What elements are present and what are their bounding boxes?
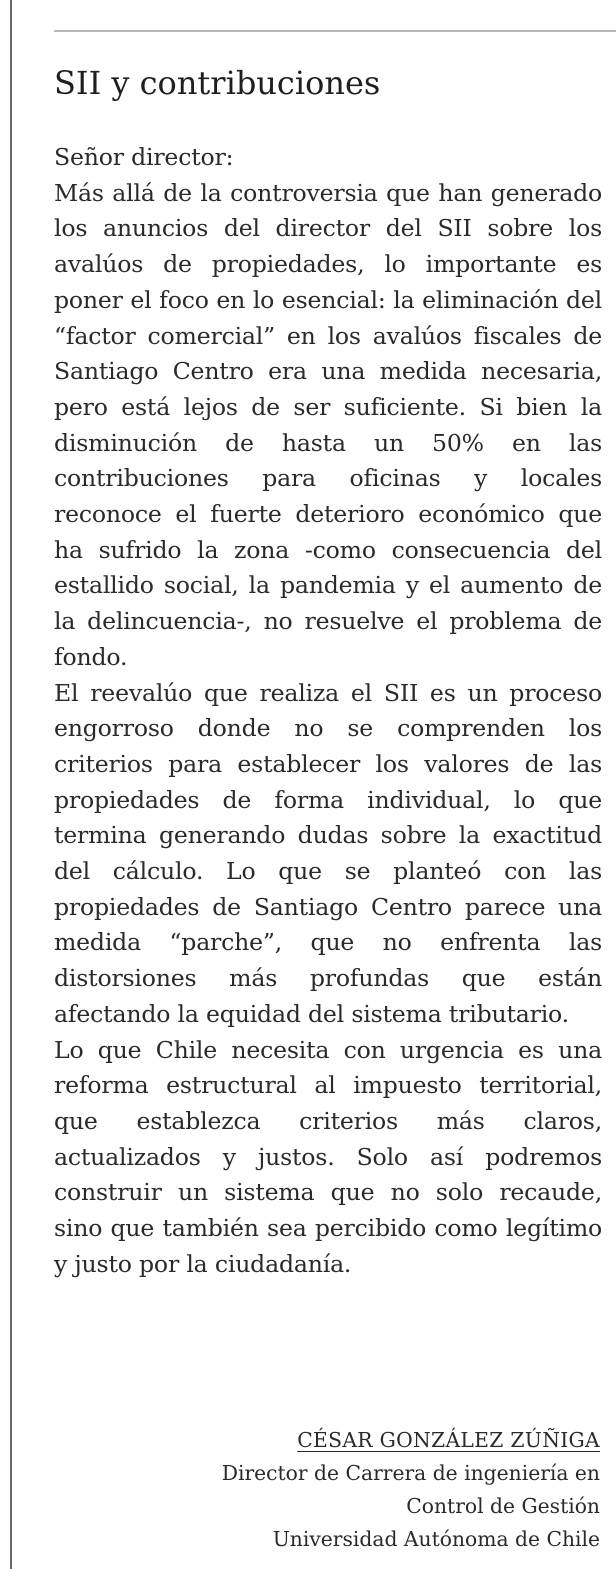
- author-role-line-1: Director de Carrera de ingeniería en: [221, 1461, 600, 1485]
- paragraph-1: Más allá de la controversia que han generado los anuncios del director del SII sobre los avalúos de propiedades, lo importante es poner el foco en lo esencial: la eliminación del “factor comercial” en los avalúos fiscales de Santiago Centro era una medida necesaria, pero está lejos de ser suficiente. Si bien la disminución de hasta un 50% en las contribuciones para oficinas y locales reconoce el fuerte deterioro económico que ha sufrido la zona -como consecuencia del estallido social, la pandemia y el aumento de la delincuencia-, no resuelve el problema de fondo.: [54, 178, 602, 671]
- author-institution: Universidad Autónoma de Chile: [272, 1527, 600, 1551]
- left-column-rule: [10, 0, 12, 1569]
- top-divider: [54, 30, 616, 32]
- paragraph-3: Lo que Chile necesita con urgencia es una reforma estructural al impuesto territorial, que establezca criterios más claros, actualizados y justos. Solo así podremos construir un sistema que no solo recaude, sino que también sea percibido como legítimo y justo por la ciudadanía.: [54, 1035, 602, 1278]
- letter-title: SII y contribuciones: [54, 64, 381, 102]
- paragraph-2: El reevalúo que realiza el SII es un proceso engorroso donde no se comprenden los criterios para establecer los valores de las propiedades de forma individual, lo que termina generando dudas sobre la exactitud del cálculo. Lo que se planteó con las propiedades de Santiago Centro parece una medida “parche”, que no enfrenta las distorsiones más profundas que están afectando la equidad del sistema tributario.: [54, 678, 602, 1028]
- letter-article: [54, 54, 602, 1283]
- author-name: CÉSAR GONZÁLEZ ZÚÑIGA: [297, 1428, 600, 1452]
- salutation: Señor director:: [54, 143, 234, 171]
- letter-body: [54, 140, 602, 1283]
- author-role-line-2: Control de Gestión: [406, 1494, 600, 1518]
- signature-block: [222, 1424, 600, 1556]
